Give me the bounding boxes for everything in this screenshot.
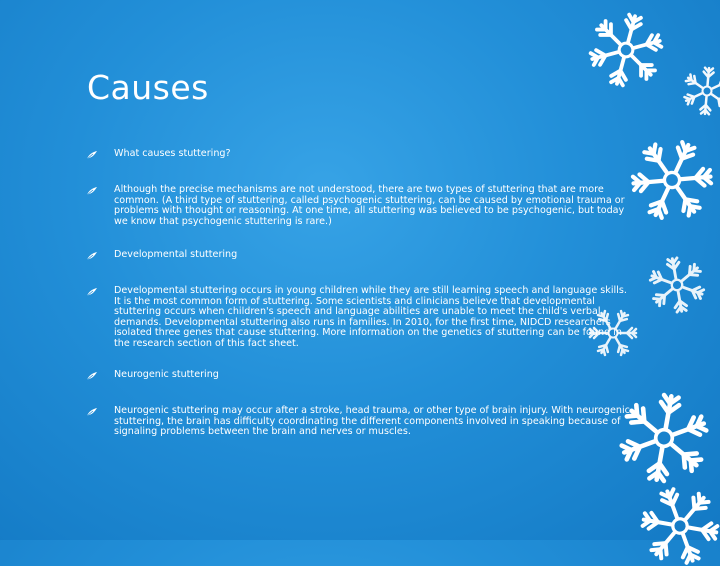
leaf-bullet-icon [86, 371, 98, 381]
bullet-text: Neurogenic stuttering may occur after a stroke, head trauma, or other type of brain injury. With neurogenic stuttering, the brain has difficulty coordinating the different components involved in speaking because of signaling problems between the brain and nerves or muscles. [114, 405, 630, 437]
leaf-bullet-icon [86, 186, 98, 196]
leaf-bullet-icon [86, 287, 98, 297]
leaf-bullet-icon [86, 150, 98, 160]
bullet-text: Although the precise mechanisms are not understood, there are two types of stuttering that are more common. (A third type of stuttering, called psychogenic stuttering, can be caused by emotional trauma or problems with thought or reasoning. At one time, all stuttering was believed to be psychogenic, but today we know that psychogenic stuttering is rare.) [114, 184, 625, 227]
bullet-text: Neurogenic stuttering [114, 369, 219, 380]
leaf-bullet-icon [86, 251, 98, 261]
bullet-text: Developmental stuttering [114, 249, 238, 260]
leaf-bullet-icon [86, 407, 98, 417]
bullet-text: Developmental stuttering occurs in young children while they are still learning speech and language skills. It is the most common form of stuttering. Some scientists and clinicians believe that developmental stuttering occurs when children's speech and language abilities are unable to meet the child's verbal demands. Developmental stuttering also runs in families. In 2010, for the first time, NIDCD researchers isolated three genes that cause stuttering. More information on the genetics of stuttering can be found in the research section of this fact sheet. [114, 285, 627, 349]
slide-title: Causes [87, 68, 209, 107]
bullet-text: What causes stuttering? [114, 148, 231, 159]
